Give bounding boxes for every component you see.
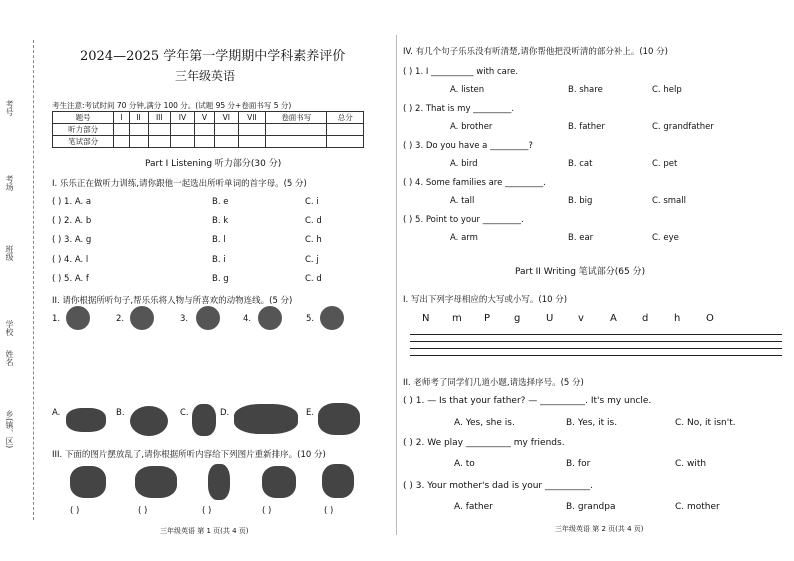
order-blank[interactable]: ( )	[262, 506, 272, 516]
option-b: B. Yes, it is.	[566, 418, 618, 428]
animal-letter: A.	[52, 408, 61, 418]
writing-line[interactable]	[410, 334, 782, 335]
option-c: C. d	[305, 216, 322, 226]
list-item: ( ) 5. A. f	[52, 274, 89, 284]
exam-notice: 考生注意:考试时间 70 分钟,满分 100 分。(试题 95 分+卷面书写 5 分)	[52, 101, 292, 110]
person-number: 3.	[180, 314, 189, 324]
section1-instruction: I. 乐乐正在做听力训练,请你跟他一起选出所听单词的首字母。(5 分)	[52, 179, 307, 189]
letter: d	[642, 313, 649, 324]
option-b: B. grandpa	[566, 502, 616, 512]
bear-picture	[234, 404, 298, 434]
list-item: ( ) 3. Your mother's dad is your __________.	[403, 481, 593, 491]
rabbit-picture	[66, 408, 106, 432]
fish-picture	[130, 406, 168, 436]
animal-letter: B.	[116, 408, 125, 418]
option-b: B. cat	[568, 159, 593, 169]
option-a: A. listen	[450, 85, 485, 95]
score-table	[52, 111, 364, 148]
option-c: C. mother	[675, 502, 720, 512]
option-b: B. k	[212, 216, 229, 226]
option-c: C. pet	[652, 159, 678, 169]
person-number: 5.	[306, 314, 315, 324]
person-picture-1	[66, 306, 90, 330]
person-number: 4.	[243, 314, 252, 324]
option-b: B. for	[566, 459, 591, 469]
page-divider	[396, 35, 397, 535]
right-page-footer: 三年级英语 第 2 页(共 4 页)	[555, 525, 644, 533]
writing-section1-instruction: I. 写出下列字母相应的大写或小写。(10 分)	[403, 295, 568, 305]
header-cell: 总分	[327, 112, 364, 124]
letter: A	[610, 313, 617, 324]
option-b: B. l	[212, 235, 226, 245]
order-blank[interactable]: ( )	[324, 506, 334, 516]
list-item: ( ) 3. A. g	[52, 235, 92, 245]
margin-label-room: 考场	[5, 175, 14, 191]
writing-line[interactable]	[410, 341, 782, 342]
children-picture	[135, 466, 177, 498]
section4-instruction: IV. 有几个句子乐乐没有听清楚,请你帮他把没听清的部分补上。(10 分)	[403, 47, 668, 57]
option-c: C. j	[305, 255, 319, 265]
option-c: C. eye	[652, 233, 679, 243]
margin-label-exam-no: 考号	[5, 100, 14, 116]
table-row	[53, 124, 364, 136]
option-a: A. Yes, she is.	[454, 418, 515, 428]
animal-letter: C.	[180, 408, 189, 418]
option-c: C. h	[305, 235, 322, 245]
margin-label-name: 姓名	[5, 350, 14, 366]
writing-line[interactable]	[410, 355, 782, 356]
header-cell: 卷面书写	[266, 112, 327, 124]
option-b: B. e	[212, 197, 229, 207]
letter: m	[452, 313, 462, 324]
score-table-header	[53, 112, 364, 124]
left-page-footer: 三年级英语 第 1 页(共 4 页)	[160, 527, 249, 535]
order-blank[interactable]: ( )	[70, 506, 80, 516]
option-c: C. help	[652, 85, 682, 95]
option-b: B. share	[568, 85, 603, 95]
letter: g	[514, 313, 521, 324]
option-c: C. No, it isn't.	[675, 418, 736, 428]
header-cell: VI	[214, 112, 238, 124]
section2-instruction: II. 请你根据所听句子,帮乐乐将人物与所喜欢的动物连线。(5 分)	[52, 296, 293, 306]
list-item: ( ) 2. We play __________ my friends.	[403, 438, 565, 448]
option-c: C. with	[675, 459, 707, 469]
person-picture-2	[130, 306, 154, 330]
letter: v	[578, 313, 584, 324]
option-a: A. to	[454, 459, 475, 469]
girl-picture	[322, 464, 354, 498]
margin-label-school: 学校	[5, 320, 14, 336]
list-item: ( ) 4. Some families are _________.	[403, 178, 546, 188]
lion-picture	[318, 403, 360, 435]
list-item: ( ) 1. — Is that your father? — __________. It's my uncle.	[403, 396, 652, 406]
header-cell: I	[114, 112, 129, 124]
header-cell: VII	[238, 112, 265, 124]
order-blank[interactable]: ( )	[202, 506, 212, 516]
option-c: C. small	[652, 196, 686, 206]
option-b: B. i	[212, 255, 226, 265]
option-c: C. d	[305, 274, 322, 284]
list-item: ( ) 1. A. a	[52, 197, 92, 207]
monkey-picture	[192, 404, 216, 436]
order-blank[interactable]: ( )	[138, 506, 148, 516]
header-cell: III	[148, 112, 171, 124]
header-cell: IV	[171, 112, 195, 124]
option-a: A. father	[454, 502, 493, 512]
header-cell: V	[194, 112, 214, 124]
animal-letter: E.	[306, 408, 315, 418]
list-item: ( ) 2. That is my _________.	[403, 104, 515, 114]
writing-line[interactable]	[410, 348, 782, 349]
option-b: B. big	[568, 196, 593, 206]
exam-subtitle: 三年级英语	[175, 69, 236, 83]
option-b: B. g	[212, 274, 229, 284]
margin-label-town: 乡(镇、区)	[5, 410, 14, 449]
animal-letter: D.	[220, 408, 230, 418]
list-item: ( ) 2. A. b	[52, 216, 92, 226]
binding-line	[33, 40, 34, 520]
person-picture-5	[320, 306, 344, 330]
letter: P	[484, 313, 491, 324]
letter: N	[422, 313, 430, 324]
option-a: A. arm	[450, 233, 478, 243]
person-number: 2.	[116, 314, 125, 324]
section3-instruction: III. 下面的图片摆放乱了,请你根据所听内容给下列图片重新排序。(10 分)	[52, 450, 326, 460]
option-b: B. ear	[568, 233, 594, 243]
option-c: C. i	[305, 197, 319, 207]
part1-heading: Part I Listening 听力部分(30 分)	[145, 159, 282, 169]
family-picture	[262, 466, 296, 498]
option-c: C. grandfather	[652, 122, 714, 132]
person-number: 1.	[52, 314, 61, 324]
list-item: ( ) 5. Point to your _________.	[403, 215, 524, 225]
option-a: A. tall	[450, 196, 475, 206]
boy-picture	[208, 464, 230, 500]
list-item: ( ) 1. I __________ with care.	[403, 67, 519, 77]
exam-title: 2024—2025 学年第一学期期中学科素养评价	[80, 49, 346, 64]
list-item: ( ) 3. Do you have a _________?	[403, 141, 533, 151]
letter: U	[546, 313, 554, 324]
header-cell: II	[129, 112, 148, 124]
person-picture-4	[258, 306, 282, 330]
row-label: 笔试部分	[53, 136, 114, 148]
letter: h	[674, 313, 681, 324]
part2-heading: Part II Writing 笔试部分(65 分)	[515, 267, 646, 277]
margin-label-class: 班级	[5, 245, 14, 261]
list-item: ( ) 4. A. l	[52, 255, 89, 265]
person-picture-3	[196, 306, 220, 330]
letter: O	[706, 313, 714, 324]
panda-picture	[70, 466, 106, 498]
header-cell: 题号	[53, 112, 114, 124]
option-a: A. brother	[450, 122, 493, 132]
table-row	[53, 136, 364, 148]
writing-section2-instruction: II. 老师考了同学们几道小题,请选择序号。(5 分)	[403, 378, 584, 388]
option-b: B. father	[568, 122, 605, 132]
option-a: A. bird	[450, 159, 478, 169]
row-label: 听力部分	[53, 124, 114, 136]
